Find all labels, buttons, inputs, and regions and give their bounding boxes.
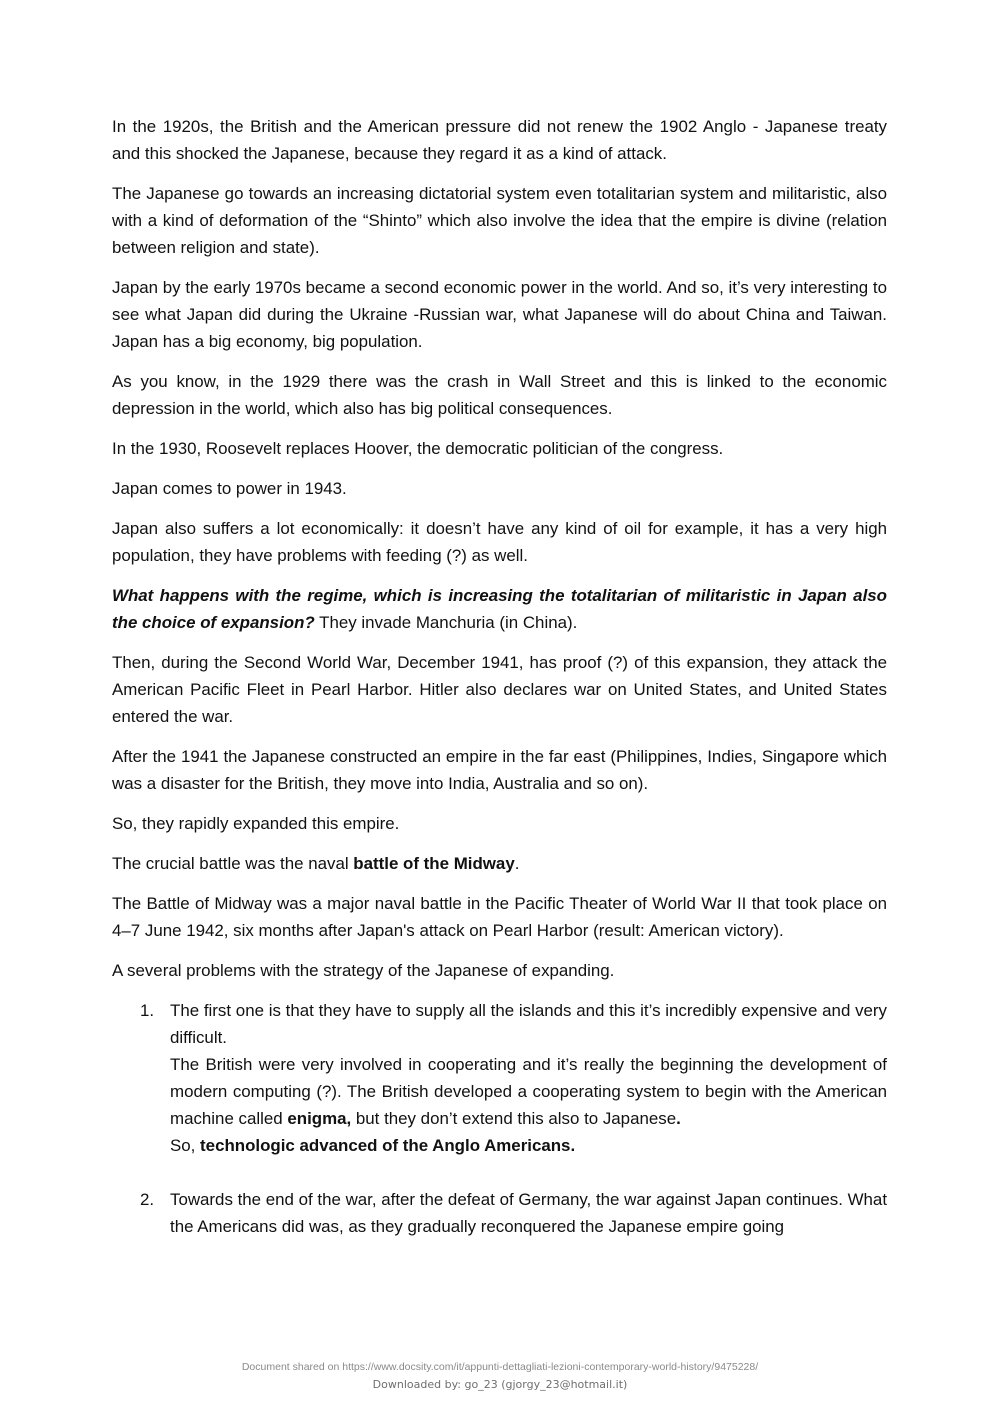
paragraph: In the 1920s, the British and the American pressure did not renew the 1902 Anglo - Japanese treaty and this shocked the Japanese, because they regard it as a kind of attack.: [112, 117, 887, 163]
text-run: but they don’t extend this also to Japanese: [351, 1109, 677, 1128]
paragraph: As you know, in the 1929 there was the crash in Wall Street and this is linked to the economic depression in the world, which also has big political consequences.: [112, 372, 887, 418]
footer-shared-link[interactable]: Document shared on https://www.docsity.com/it/appunti-dettagliati-lezioni-contemporary-world-history/9475228/: [241, 1361, 759, 1373]
paragraph: Japan comes to power in 1943.: [112, 479, 347, 498]
text-run: .: [514, 854, 520, 873]
question-paragraph: [112, 582, 887, 636]
bold-term: technologic advanced of the Anglo Americans.: [200, 1136, 576, 1155]
footer-downloaded-by: Downloaded by: go_23 (gjorgy_23@hotmail.it): [372, 1378, 628, 1391]
paragraph: The Japanese go towards an increasing dictatorial system even totalitarian system and militaristic, also with a kind of deformation of the “Shinto” which also involve the idea that the empire is divine (relation between religion and state).: [112, 184, 887, 257]
text-run: The British were very involved in cooperating and it’s really the beginning the development of modern computing (?). The British developed a cooperating system to begin with the American machine called: [170, 1055, 887, 1128]
paragraph: The Battle of Midway was a major naval battle in the Pacific Theater of World War II that took place on 4–7 June 1942, six months after Japan's attack on Pearl Harbor (result: American victory).: [112, 894, 887, 940]
paragraph: In the 1930, Roosevelt replaces Hoover, the democratic politician of the congress.: [112, 439, 724, 458]
bold-term: battle of the Midway: [353, 854, 515, 873]
bold-term: enigma,: [287, 1109, 352, 1128]
list-item-line: [170, 1051, 887, 1132]
paragraph: So, they rapidly expanded this empire.: [112, 814, 400, 833]
paragraph: Japan by the early 1970s became a second economic power in the world. And so, it’s very interesting to see what Japan did during the Ukraine -Russian war, what Japanese will do about China and Taiwan. Japan has a big economy, big population.: [112, 278, 887, 351]
list-item-line: The first one is that they have to supply all the islands and this it’s incredibly expensive and very difficult.: [170, 1001, 887, 1047]
question-text: What happens with the regime, which is increasing the totalitarian of militaristic in Japan also the choice of expansion?: [112, 586, 887, 632]
paragraph: A several problems with the strategy of the Japanese of expanding.: [112, 961, 615, 980]
list-number: 1.: [140, 1001, 155, 1020]
paragraph: After the 1941 the Japanese constructed an empire in the far east (Philippines, Indies, Singapore which was a disaster for the British, they move into India, Australia and so on).: [112, 747, 887, 793]
bold-punctuation: .: [676, 1109, 681, 1128]
answer-text: They invade Manchuria (in China).: [314, 613, 578, 632]
text-run: So,: [170, 1136, 201, 1155]
paragraph: Then, during the Second World War, December 1941, has proof (?) of this expansion, they attack the American Pacific Fleet in Pearl Harbor. Hitler also declares war on United States, and United States entered the war.: [112, 653, 887, 726]
list-item: [112, 1186, 887, 1240]
midway-paragraph: [112, 850, 887, 877]
list-item: [112, 997, 887, 1159]
document-body: [112, 113, 887, 1240]
numbered-list: [112, 997, 887, 1240]
list-number: 2.: [140, 1190, 155, 1209]
text-run: The crucial battle was the naval: [112, 854, 354, 873]
paragraph: Japan also suffers a lot economically: it doesn’t have any kind of oil for example, it has a very high population, they have problems with feeding (?) as well.: [112, 519, 887, 565]
list-item-line: [170, 1132, 887, 1159]
list-item-line: Towards the end of the war, after the defeat of Germany, the war against Japan continues. What the Americans did was, as they gradually reconquered the Japanese empire going: [170, 1190, 888, 1236]
